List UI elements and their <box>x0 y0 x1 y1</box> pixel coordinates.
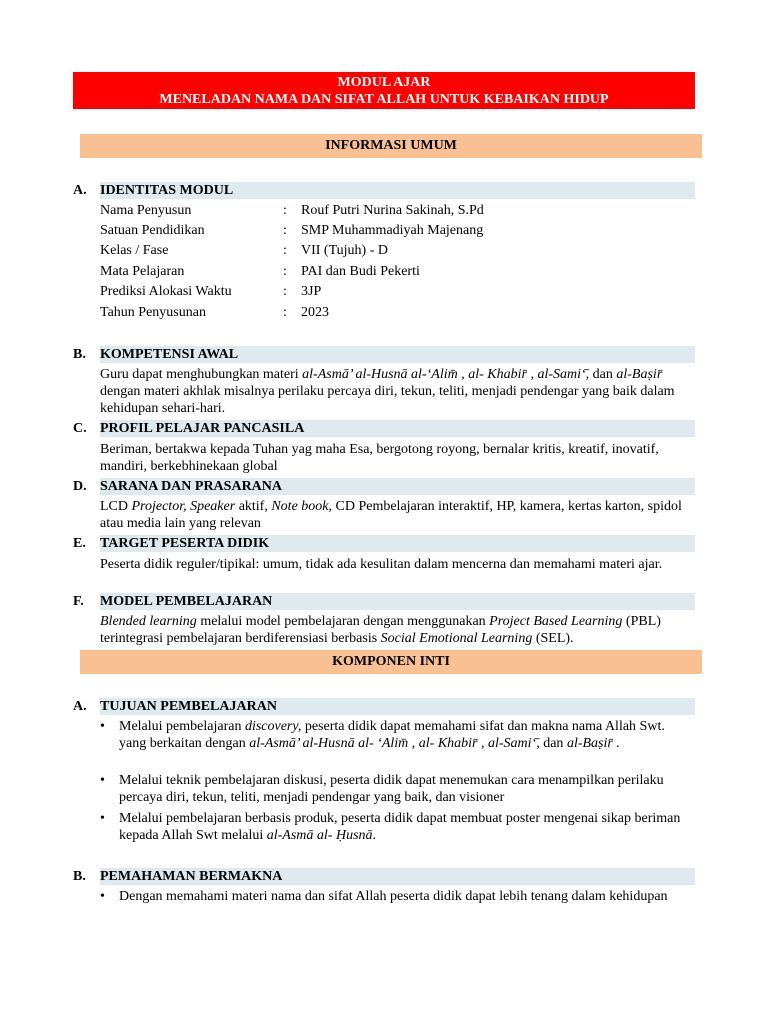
italic-term: Note book, <box>271 499 332 514</box>
section-title: TARGET PESERTA DIDIK <box>100 536 270 551</box>
text-run: . <box>372 828 377 843</box>
komponen-inti-band: KOMPONEN INTI <box>80 650 702 674</box>
identity-value: Rouf Putri Nurina Sakinah, S.Pd <box>301 203 484 218</box>
bullet-text <box>119 718 695 752</box>
section-target-peserta <box>73 535 695 552</box>
section-tujuan-pembelajaran <box>73 698 695 715</box>
text-run: LCD <box>100 499 132 514</box>
italic-term: al-Asmā al- Ḥusnā <box>266 828 373 843</box>
text-run: (SEL). <box>532 631 574 646</box>
identity-value: 3JP <box>301 284 322 299</box>
bullet-text <box>119 810 695 844</box>
text-run: aktif, <box>235 499 272 514</box>
bullet-dot-icon: • <box>100 719 105 734</box>
text-run: dan <box>539 736 567 751</box>
section-letter: C. <box>73 421 87 436</box>
italic-term: Blended learning <box>100 614 197 629</box>
text-run: dan <box>589 367 617 382</box>
section-letter: E. <box>73 536 86 551</box>
identity-row-tahun-penyusunan <box>100 303 695 323</box>
section-model-pembelajaran <box>73 593 695 610</box>
bullet-dot-icon: • <box>100 773 105 788</box>
section-sarana-prasarana <box>73 478 695 495</box>
text-run: peserta didik dapat memahami sifat dan makna nama Allah Swt. yang berkaitan dengan <box>119 719 665 751</box>
section-title: MODEL PEMBELAJARAN <box>100 594 273 609</box>
text-run: Melalui pembelajaran berbasis produk, peserta didik dapat membuat poster mengenai sikap beriman kepada Allah Swt melalui <box>119 811 681 843</box>
identity-label: Kelas / Fase <box>100 243 169 258</box>
section-title: PROFIL PELAJAR PANCASILA <box>100 421 305 436</box>
bullet-text: Dengan memahami materi nama dan sifat Allah peserta didik dapat lebih tenang dalam kehidupan <box>119 889 668 904</box>
text-run: melalui model pembelajaran dengan menggunakan <box>196 614 490 629</box>
document-subtitle: MENELADAN NAMA DAN SIFAT ALLAH UNTUK KEBAIKAN HIDUP <box>159 92 609 107</box>
section-title: IDENTITAS MODUL <box>100 183 234 198</box>
identity-row-kelas-fase <box>100 241 695 261</box>
identity-row-alokasi-waktu <box>100 282 695 302</box>
sarana-paragraph <box>100 498 695 532</box>
italic-term: al-Baṣir̄ <box>616 367 663 382</box>
identity-value: VII (Tujuh) - D <box>301 243 388 258</box>
italic-term: Project Based Learning <box>489 614 623 629</box>
document-title: MODUL AJAR <box>337 75 431 90</box>
identity-label: Prediksi Alokasi Waktu <box>100 284 232 299</box>
identity-label: Mata Pelajaran <box>100 264 185 279</box>
section-title: KOMPETENSI AWAL <box>100 347 239 362</box>
identity-row-satuan-pendidikan <box>100 221 695 241</box>
text-run: Melalui pembelajaran <box>119 719 245 734</box>
identity-value: 2023 <box>301 305 329 320</box>
identity-colon: : <box>283 284 287 299</box>
text-run: CD Pembelajaran interaktif, HP, kamera, kertas karton, spidol atau media lain yang relevan <box>100 499 682 531</box>
identity-value: PAI dan Budi Pekerti <box>301 264 420 279</box>
kompetensi-paragraph <box>100 366 695 417</box>
section-letter: B. <box>73 869 86 884</box>
italic-term: al-Baṣir̄ . <box>566 736 620 751</box>
identity-value: SMP Muhammadiyah Majenang <box>301 223 484 238</box>
section-letter: D. <box>73 479 87 494</box>
italic-term: discovery, <box>244 719 302 734</box>
section-kompetensi-awal <box>73 346 695 363</box>
identity-label: Tahun Penyusunan <box>100 305 206 320</box>
identity-colon: : <box>283 305 287 320</box>
informasi-umum-band: INFORMASI UMUM <box>80 134 702 158</box>
section-title: TUJUAN PEMBELAJARAN <box>100 699 277 714</box>
section-title: SARANA DAN PRASARANA <box>100 479 283 494</box>
bullet-dot-icon: • <box>100 889 105 904</box>
italic-term: al-Asmā’ al-Husnā al- ‘Alim̄ , al- Khabir̄ , al-Sami‘̄, <box>249 736 540 751</box>
identity-colon: : <box>283 243 287 258</box>
identity-label: Nama Penyusun <box>100 203 192 218</box>
text-run: (PBL) terintegrasi pembelajaran berdiferensiasi berbasis <box>100 614 661 646</box>
bullet-dot-icon: • <box>100 811 105 826</box>
italic-term: al-Asmā’ al-Husnā al-‘Alim̄ , al- Khabir̄ , al-Sami‘̄, <box>302 367 590 382</box>
section-letter: B. <box>73 347 86 362</box>
section-profil-pelajar <box>73 420 695 437</box>
document-title-block <box>73 72 695 109</box>
bullet-text: Melalui teknik pembelajaran diskusi, peserta didik dapat menemukan cara menampilkan perilaku percaya diri, tekun, teliti, menjadi pendengar yang baik, dan visioner <box>119 773 664 805</box>
section-pemahaman-bermakna <box>73 868 695 885</box>
identity-colon: : <box>283 203 287 218</box>
profil-paragraph: Beriman, bertakwa kepada Tuhan yag maha Esa, bergotong royong, bernalar kritis, kreatif, inovatif, mandiri, berkebhinekaan global <box>100 442 659 474</box>
identity-label: Satuan Pendidikan <box>100 223 205 238</box>
italic-term: Social Emotional Learning <box>380 631 533 646</box>
section-letter: A. <box>73 699 87 714</box>
identity-row-mata-pelajaran <box>100 262 695 282</box>
italic-term: Projector, Speaker <box>131 499 236 514</box>
model-paragraph <box>100 613 695 647</box>
section-letter: F. <box>73 594 84 609</box>
section-title: PEMAHAMAN BERMAKNA <box>100 869 283 884</box>
text-run: Guru dapat menghubungkan materi <box>100 367 303 382</box>
target-paragraph: Peserta didik reguler/tipikal: umum, tidak ada kesulitan dalam mencerna dan memahami materi ajar. <box>100 557 663 572</box>
section-identitas-modul <box>73 182 695 199</box>
identity-row-nama-penyusun <box>100 201 695 221</box>
text-run: dengan materi akhlak misalnya perilaku percaya diri, tekun, teliti, menjadi pendengar yang baik dalam kehidupan sehari-hari. <box>100 384 675 416</box>
identity-colon: : <box>283 264 287 279</box>
section-letter: A. <box>73 183 87 198</box>
identity-colon: : <box>283 223 287 238</box>
